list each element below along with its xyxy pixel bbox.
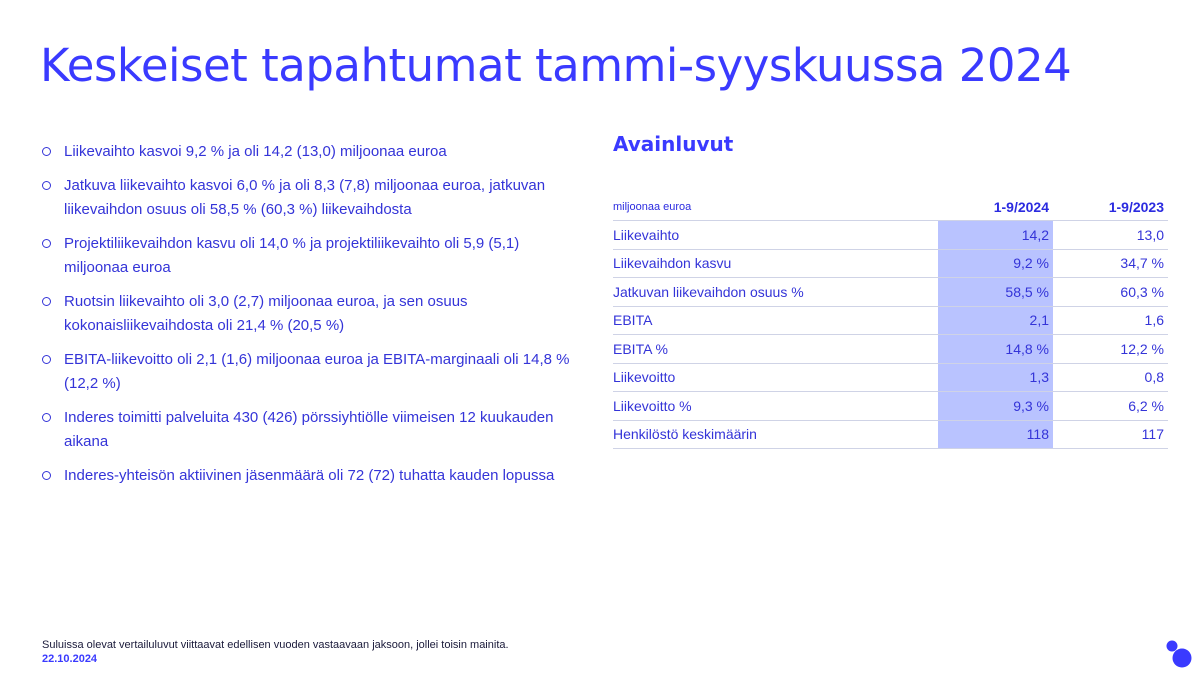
value-2023: 34,7 % xyxy=(1053,249,1168,278)
circle-bullet-icon xyxy=(42,413,51,422)
table-row xyxy=(613,335,1168,364)
value-2024: 9,3 % xyxy=(938,392,1053,421)
circle-bullet-icon xyxy=(42,239,51,248)
value-2024: 14,8 % xyxy=(938,335,1053,364)
row-label: Henkilöstö keskimäärin xyxy=(613,420,938,449)
list-item-text: Inderes-yhteisön aktiivinen jäsenmäärä oli 72 (72) tuhatta kauden lopussa xyxy=(64,467,555,484)
value-2024: 14,2 xyxy=(938,221,1053,250)
inderes-dots-logo-icon xyxy=(1165,639,1193,669)
circle-bullet-icon xyxy=(42,147,51,156)
list-item xyxy=(42,464,587,488)
value-2023: 0,8 xyxy=(1053,363,1168,392)
row-label: Liikevoitto % xyxy=(613,392,938,421)
circle-bullet-icon xyxy=(42,471,51,480)
value-2023: 13,0 xyxy=(1053,221,1168,250)
list-item xyxy=(42,348,587,396)
table-row xyxy=(613,363,1168,392)
row-label: Jatkuvan liikevaihdon osuus % xyxy=(613,278,938,307)
circle-bullet-icon xyxy=(42,355,51,364)
table-row xyxy=(613,278,1168,307)
value-2024: 118 xyxy=(938,420,1053,449)
kpi-table xyxy=(613,194,1168,449)
row-label: Liikevaihdon kasvu xyxy=(613,249,938,278)
presentation-date: 22.10.2024 xyxy=(42,653,98,665)
list-item xyxy=(42,232,587,280)
value-2024: 9,2 % xyxy=(938,249,1053,278)
list-item xyxy=(42,290,587,338)
value-2024: 1,3 xyxy=(938,363,1053,392)
list-item-text: EBITA-liikevoitto oli 2,1 (1,6) miljoonaa euroa ja EBITA-marginaali oli 14,8 % (12,2 %) xyxy=(64,351,570,392)
unit-label: miljoonaa euroa xyxy=(613,194,938,221)
highlights-list xyxy=(42,140,587,498)
list-item-text: Inderes toimitti palveluita 430 (426) pörssiyhtiölle viimeisen 12 kuukauden aikana xyxy=(64,409,554,450)
page-title: Keskeiset tapahtumat tammi-syyskuussa 2024 xyxy=(40,39,1072,92)
table-row xyxy=(613,306,1168,335)
kpi-title: Avainluvut xyxy=(613,132,734,156)
row-label: EBITA xyxy=(613,306,938,335)
circle-bullet-icon xyxy=(42,181,51,190)
table-row xyxy=(613,249,1168,278)
value-2024: 2,1 xyxy=(938,306,1053,335)
list-item-text: Ruotsin liikevaihto oli 3,0 (2,7) miljoonaa euroa, ja sen osuus kokonaisliikevaihdosta oli 21,4 % (20,5 %) xyxy=(64,293,468,334)
footnote: Suluissa olevat vertailuluvut viittaavat edellisen vuoden vastaavaan jaksoon, jollei toisin mainita. xyxy=(42,639,509,651)
table-row xyxy=(613,392,1168,421)
column-header-2023: 1-9/2023 xyxy=(1053,194,1168,221)
list-item-text: Liikevaihto kasvoi 9,2 % ja oli 14,2 (13,0) miljoonaa euroa xyxy=(64,143,447,160)
row-label: EBITA % xyxy=(613,335,938,364)
circle-bullet-icon xyxy=(42,297,51,306)
value-2024: 58,5 % xyxy=(938,278,1053,307)
table-row xyxy=(613,221,1168,250)
value-2023: 60,3 % xyxy=(1053,278,1168,307)
value-2023: 1,6 xyxy=(1053,306,1168,335)
value-2023: 117 xyxy=(1053,420,1168,449)
list-item xyxy=(42,174,587,222)
list-item-text: Projektiliikevaihdon kasvu oli 14,0 % ja projektiliikevaihto oli 5,9 (5,1) miljoonaa euroa xyxy=(64,235,520,276)
value-2023: 6,2 % xyxy=(1053,392,1168,421)
row-label: Liikevaihto xyxy=(613,221,938,250)
row-label: Liikevoitto xyxy=(613,363,938,392)
list-item-text: Jatkuva liikevaihto kasvoi 6,0 % ja oli 8,3 (7,8) miljoonaa euroa, jatkuvan liikevaihdon osuus oli 58,5 % (60,3 %) liikevaihdosta xyxy=(64,177,546,218)
value-2023: 12,2 % xyxy=(1053,335,1168,364)
table-header-row xyxy=(613,194,1168,221)
list-item xyxy=(42,406,587,454)
column-header-2024: 1-9/2024 xyxy=(938,194,1053,221)
list-item xyxy=(42,140,587,164)
table-row xyxy=(613,420,1168,449)
